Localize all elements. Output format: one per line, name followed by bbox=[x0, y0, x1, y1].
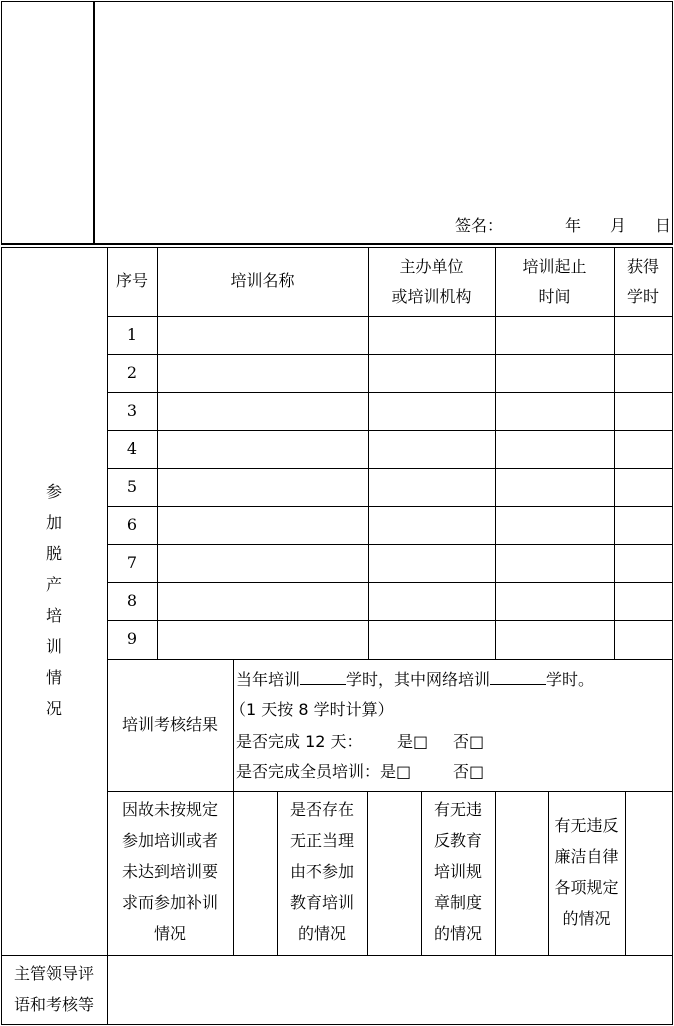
leader-line: 语和考核等 bbox=[13, 995, 94, 1014]
condition-line: 教育培训 bbox=[289, 893, 354, 912]
complete-12-days-no[interactable]: 否□ bbox=[453, 732, 485, 751]
complete-all-training-no: 否□ bbox=[453, 762, 485, 781]
header-org-2: 或培训机构 bbox=[391, 287, 472, 306]
condition-line: 参加培训或者 bbox=[121, 831, 218, 850]
training-hours-blank[interactable] bbox=[300, 670, 346, 685]
section-char: 脱 bbox=[45, 544, 62, 563]
condition-line: 是否存在 bbox=[289, 800, 354, 819]
section-char: 培 bbox=[45, 606, 62, 625]
condition-line: 因故未按规定 bbox=[121, 800, 218, 819]
section-char: 加 bbox=[45, 513, 62, 532]
condition-line: 情况 bbox=[153, 924, 186, 943]
row-number: 5 bbox=[126, 477, 138, 496]
assessment-line-1a: 当年培训 bbox=[236, 670, 301, 689]
condition-line: 无正当理 bbox=[289, 831, 354, 850]
assessment-label: 培训考核结果 bbox=[121, 715, 218, 734]
condition-line: 由不参加 bbox=[289, 862, 354, 881]
section-char: 训 bbox=[45, 637, 62, 656]
condition-line: 的情况 bbox=[433, 924, 482, 943]
assessment-line-1 bbox=[236, 670, 594, 689]
row-number: 8 bbox=[126, 591, 138, 610]
section-char: 况 bbox=[45, 699, 62, 718]
complete-12-days-question: 是否完成 12 天： bbox=[236, 732, 363, 751]
condition-absence-makeup bbox=[107, 794, 233, 949]
assessment-line-1c: 学时。 bbox=[546, 670, 595, 689]
online-hours-blank[interactable] bbox=[490, 670, 546, 685]
signature-year: 年 bbox=[565, 216, 582, 235]
signature-day: 日 bbox=[655, 216, 672, 235]
row-number: 4 bbox=[126, 439, 138, 458]
header-seq: 序号 bbox=[115, 271, 148, 290]
assessment-line-3 bbox=[236, 733, 363, 751]
row-number: 7 bbox=[126, 553, 138, 572]
signature-month: 月 bbox=[610, 216, 627, 235]
condition-line: 反教育 bbox=[433, 831, 482, 850]
complete-all-training-question: 是否完成全员培训：是□ bbox=[236, 762, 412, 781]
header-hours-2: 学时 bbox=[626, 287, 659, 306]
condition-line: 有无违 bbox=[433, 800, 482, 819]
signature-label: 签名： bbox=[455, 216, 504, 235]
condition-line: 章制度 bbox=[433, 893, 482, 912]
assessment-line-1b: 学时，其中网络培训 bbox=[346, 670, 491, 689]
header-hours-1: 获得 bbox=[626, 257, 659, 276]
complete-12-days-yes[interactable]: 是□ bbox=[397, 732, 429, 751]
header-name: 培训名称 bbox=[230, 271, 295, 290]
row-number: 9 bbox=[126, 629, 138, 648]
header-org-1: 主办单位 bbox=[399, 257, 464, 276]
header-time-2: 时间 bbox=[538, 287, 571, 306]
leader-evaluation-label bbox=[1, 958, 107, 1020]
header-time-1: 培训起止 bbox=[522, 257, 587, 276]
condition-line: 各项规定 bbox=[554, 878, 619, 897]
row-number: 2 bbox=[126, 363, 138, 382]
assessment-line-2: （1 天按 8 学时计算） bbox=[230, 700, 394, 719]
section-char: 参 bbox=[45, 482, 62, 501]
section-char: 产 bbox=[45, 575, 62, 594]
condition-unjustified-absence bbox=[277, 794, 367, 949]
row-number: 3 bbox=[126, 401, 138, 420]
condition-line: 有无违反 bbox=[554, 816, 619, 835]
condition-line: 廉洁自律 bbox=[554, 847, 619, 866]
section-char: 情 bbox=[45, 668, 62, 687]
row-number: 6 bbox=[126, 515, 138, 534]
section-label-training bbox=[44, 476, 64, 724]
leader-line: 主管领导评 bbox=[13, 964, 94, 983]
row-number: 1 bbox=[126, 325, 138, 344]
condition-integrity-violation bbox=[548, 810, 625, 934]
condition-line: 求而参加补训 bbox=[121, 893, 218, 912]
condition-line: 未达到培训要 bbox=[121, 862, 218, 881]
condition-line: 的情况 bbox=[297, 924, 346, 943]
condition-line: 的情况 bbox=[562, 909, 611, 928]
condition-rule-violation bbox=[421, 794, 495, 949]
condition-line: 培训规 bbox=[433, 862, 482, 881]
